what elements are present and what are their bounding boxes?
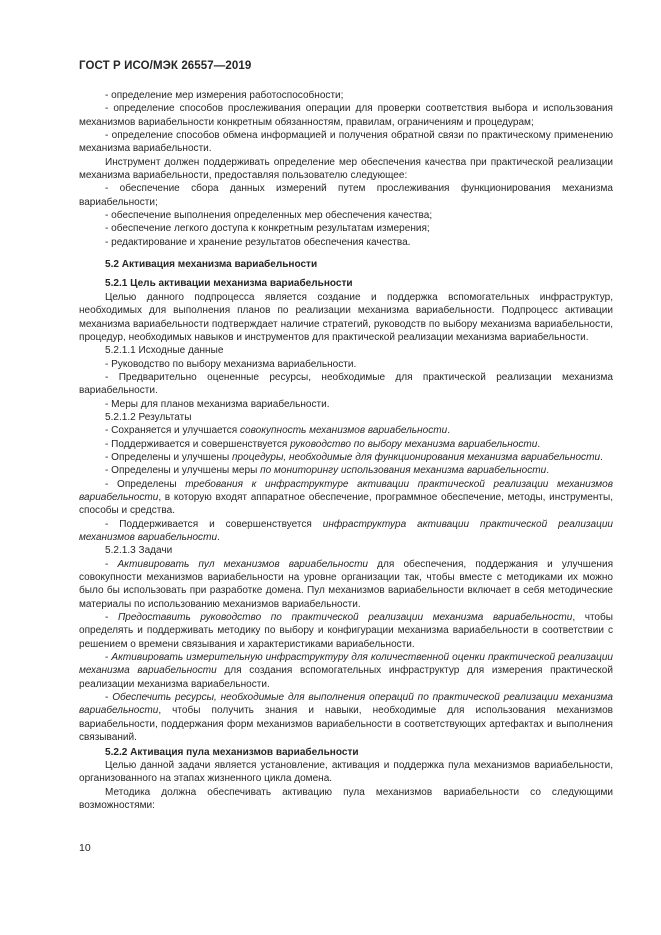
paragraph: [79, 411, 613, 424]
text-run: - определение способов прослеживания операции для проверки соответствия выбора и использования механизмов вариабельности конкретным обязанностям, правилам, ограничениям и процедурам;: [79, 103, 613, 128]
paragraph: [79, 398, 613, 411]
paragraph: [79, 358, 613, 371]
text-run: -: [105, 558, 118, 570]
text-run: 5.2.2 Активация пула механизмов вариабельности: [105, 746, 359, 758]
text-run: , чтобы получить знания и навыки, необходимые для использования механизмов вариабельности, поддержания форм механизмов вариабельности в соответствующих артефактах и выполнения связываний.: [79, 705, 613, 744]
italic-term: процедуры, необходимые для функционирования механизма вариабельности: [232, 451, 601, 463]
text-run: .: [447, 425, 450, 437]
text-run: , чтобы определять и поддерживать методику по выбору и конфигурации механизма вариабельности в соответствии с решением о времени связывания и характеристиками вариабельности.: [79, 612, 613, 650]
paragraph: [79, 371, 613, 398]
paragraph: [79, 544, 613, 557]
section-heading: [79, 746, 613, 759]
paragraph: [79, 156, 613, 183]
text-run: , в которую входят аппаратное обеспечение, программное обеспечение, методы, инструменты, способы и средства.: [79, 491, 613, 517]
text-run: - Определены и улучшены меры: [105, 465, 261, 477]
text-run: .: [600, 451, 603, 463]
text-run: - определение способов обмена информацией и получения обратной связи по практическому применению механизма вариабельности.: [79, 130, 613, 155]
text-run: - определение мер измерения работоспособности;: [105, 90, 344, 101]
paragraph: [79, 759, 613, 786]
paragraph: [79, 102, 613, 129]
text-run: Целью данной задачи является установление, активация и поддержка пула механизмов вариабельности, организованного на этапах жизненного цикла домена.: [79, 759, 613, 785]
text-run: - обеспечение легкого доступа к конкретным результатам измерения;: [105, 223, 430, 235]
text-run: - Меры для планов механизма вариабельности.: [105, 398, 330, 410]
italic-term: по мониторингу использования механизма вариабельности: [260, 465, 547, 477]
text-run: - Предварительно оцененные ресурсы, необходимые для практической реализации механизма вариабельности.: [79, 371, 613, 397]
paragraph: [79, 786, 613, 813]
text-run: -: [105, 612, 118, 624]
paragraph: [79, 651, 613, 691]
text-run: - Руководство по выбору механизма вариабельности.: [105, 358, 357, 370]
paragraph: [79, 691, 613, 744]
text-run: - Поддерживается и совершенствуется: [105, 518, 323, 530]
paragraph: [79, 424, 613, 437]
italic-term: совокупность механизмов вариабельности: [240, 425, 448, 437]
paragraph: [79, 518, 613, 545]
italic-term: требования к инфраструктуре активации практической реализации механизмов вариабельности: [79, 478, 613, 503]
text-run: 5.2.1 Цель активации механизма вариабельности: [105, 278, 353, 290]
italic-term: Активировать измерительную инфраструктуру для количественной оценки практической реализации механизма вариабельности: [79, 652, 613, 677]
document-header: ГОСТ Р ИСО/МЭК 26557—2019: [79, 60, 252, 72]
document-body: [79, 89, 613, 812]
paragraph: [79, 236, 613, 249]
text-run: Целью данного подпроцесса является создание и поддержка вспомогательных инфраструктур, необходимых для выполнения планов по реализации механизма вариабельности. Подпроцесс активации механизма вариабельности подтверждает наличие стратегий, руководств по выбору механизма вариабельности, процедур, необходимых навыков и инструментов для практической реализации механизма вариабельности.: [79, 291, 613, 343]
text-run: - Определены и улучшены: [105, 451, 233, 463]
text-run: - Сохраняется и улучшается: [105, 425, 241, 437]
paragraph: [79, 558, 613, 611]
text-run: 5.2.1.1 Исходные данные: [105, 345, 224, 357]
paragraph: [79, 438, 613, 451]
text-run: -: [105, 692, 113, 704]
text-run: - Определены: [105, 478, 186, 490]
italic-term: Активировать пул механизмов вариабельности: [117, 558, 369, 570]
paragraph: [79, 611, 613, 651]
paragraph: [79, 129, 613, 156]
italic-term: Предоставить руководство по практической реализации механизма вариабельности: [117, 612, 573, 624]
paragraph: [79, 344, 613, 357]
text-run: .: [546, 465, 550, 477]
text-run: - Поддерживается и совершенствуется: [105, 438, 291, 450]
paragraph: [79, 209, 613, 222]
text-run: .: [217, 532, 220, 543]
text-run: Инструмент должен поддерживать определение мер обеспечения качества при практической реализации механизма вариабельности, предоставляя пользователю следующее:: [79, 156, 613, 182]
paragraph: [79, 464, 613, 477]
section-heading: [79, 258, 613, 271]
text-run: 5.2.1.2 Результаты: [105, 411, 192, 423]
paragraph: [79, 222, 613, 235]
text-run: 5.2 Активация механизма вариабельности: [105, 259, 318, 271]
text-run: для создания вспомогательных инфраструктур для измерения практической реализации механизма вариабельности.: [79, 665, 613, 690]
text-run: 5.2.1.3 Задачи: [105, 545, 173, 557]
paragraph: [79, 291, 613, 344]
paragraph: [79, 89, 613, 102]
italic-term: Обеспечить ресурсы, необходимые для выполнения операций по практической реализации механизма вариабельности: [79, 692, 613, 717]
page-number: 10: [79, 842, 91, 854]
paragraph: [79, 478, 613, 518]
italic-term: инфраструктура активации практической реализации механизмов вариабельности: [79, 518, 613, 543]
text-run: для обеспечения, поддержания и улучшения совокупности механизмов вариабельности на уровне организации так, чтобы вместе с методиками их можно было бы использовать при разработке домена. Пул механизмов вариабельности включает в себя методические материалы по использованию механизмов вариабельности.: [79, 558, 614, 610]
text-run: - редактирование и хранение результатов обеспечения качества.: [105, 236, 411, 248]
text-run: -: [105, 652, 112, 664]
paragraph: [79, 451, 613, 464]
text-run: .: [537, 438, 541, 450]
italic-term: руководство по выбору механизма вариабельности: [290, 438, 538, 450]
section-heading: [79, 277, 613, 290]
text-run: - обеспечение сбора данных измерений путем прослеживания функционирования механизма вариабельности;: [79, 183, 613, 208]
paragraph: [79, 182, 613, 209]
text-run: Методика должна обеспечивать активацию пула механизмов вариабельности со следующими возможностями:: [79, 786, 613, 811]
text-run: - обеспечение выполнения определенных мер обеспечения качества;: [105, 210, 433, 222]
